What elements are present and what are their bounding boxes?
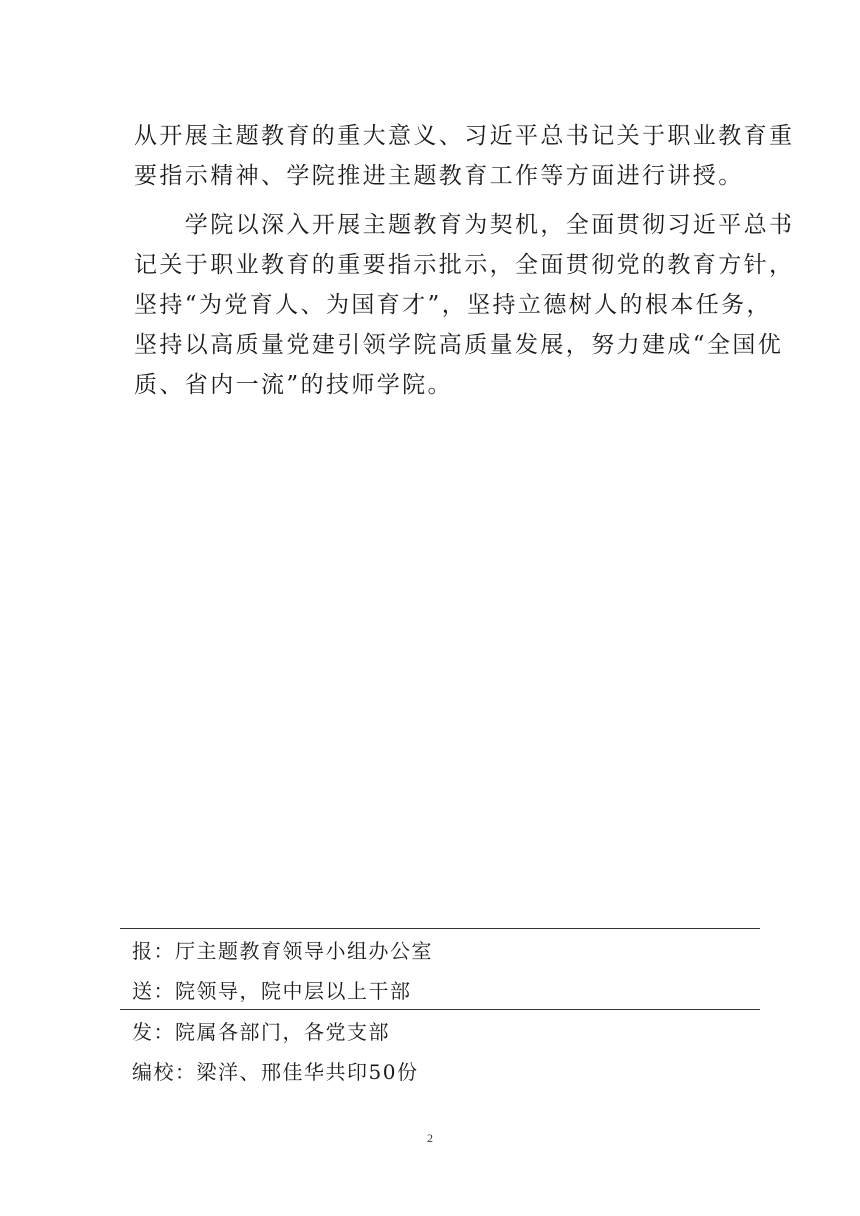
text-line: 记关于职业教育的重要指示批示，全面贯彻党的教育方针， (134, 252, 795, 278)
text-line: 质、省内一流”的技师学院。 (134, 372, 453, 398)
text-line: 要指示精神、学院推进主题教育工作等方面进行讲授。 (134, 163, 744, 189)
paragraph-2 (134, 205, 795, 405)
report-to-line: 报：厅主题教育领导小组办公室 (132, 939, 433, 963)
text-line: 从开展主题教育的重大意义、习近平总书记关于职业教育重 (134, 123, 795, 149)
issue-to-line: 发：院属各部门，各党支部 (132, 1020, 390, 1044)
text-line: 坚持以高质量党建引领学院高质量发展，努力建成“全国优 (134, 332, 784, 358)
paragraph-gap (134, 196, 746, 205)
text-line: 学院以深入开展主题教育为契机，全面贯彻习近平总书 (134, 212, 795, 238)
paragraph-1 (134, 116, 795, 196)
distribution-footer (120, 928, 760, 1090)
editors-line: 编校：梁洋、邢佳华共印50份 (132, 1060, 419, 1084)
body-text (134, 116, 795, 405)
page-number: 2 (427, 1131, 433, 1145)
text-line: 坚持“为党育人、为国育才”，坚持立德树人的根本任务， (134, 292, 772, 318)
send-to-line: 送：院领导，院中层以上干部 (132, 979, 412, 1003)
